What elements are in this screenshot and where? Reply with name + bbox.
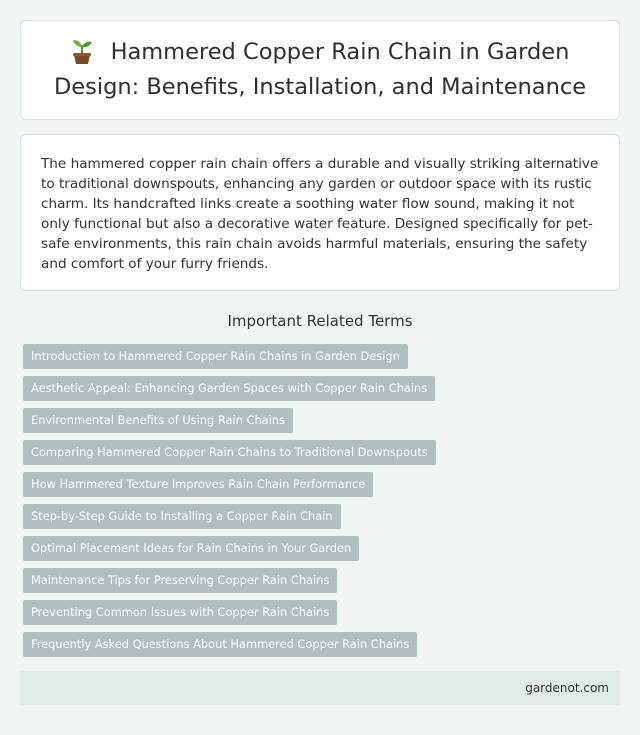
related-terms-list [23,344,617,664]
related-terms-heading: Important Related Terms [227,312,413,330]
related-term-link[interactable]: Preventing Common Issues with Copper Rain Chains [23,600,337,625]
related-term-link[interactable]: Introduction to Hammered Copper Rain Chains in Garden Design [23,344,408,369]
related-term-link[interactable]: Aesthetic Appeal: Enhancing Garden Spaces with Copper Rain Chains [23,376,435,401]
footer-site-link[interactable]: gardenot.com [525,681,609,695]
related-term-link[interactable]: How Hammered Texture Improves Rain Chain Performance [23,472,373,497]
page-title [49,38,591,102]
related-term-link[interactable]: Frequently Asked Questions About Hammered Copper Rain Chains [23,632,417,657]
related-term-link[interactable]: Step-by-Step Guide to Installing a Copper Rain Chain [23,504,341,529]
related-term-link[interactable]: Maintenance Tips for Preserving Copper Rain Chains [23,568,337,593]
seedling-icon [71,39,93,73]
footer [20,671,620,705]
intro-card [20,134,620,291]
related-term-link[interactable]: Optimal Placement Ideas for Rain Chains in Your Garden [23,536,359,561]
page-title-text: Hammered Copper Rain Chain in Garden Design: Benefits, Installation, and Maintenance [53,39,587,100]
related-term-link[interactable]: Environmental Benefits of Using Rain Chains [23,408,293,433]
title-card [20,20,620,120]
intro-text: The hammered copper rain chain offers a durable and visually striking alternative to traditional downspouts, enhancing any garden or outdoor space with its rustic charm. Its handcrafted links create a soothing water flow sound, making it not only functional but also a decorative water feature. Designed specifically for pet-safe environments, this rain chain avoids harmful materials, ensuring the safety and comfort of your furry friends. [41,156,599,272]
related-term-link[interactable]: Comparing Hammered Copper Rain Chains to Traditional Downspouts [23,440,436,465]
